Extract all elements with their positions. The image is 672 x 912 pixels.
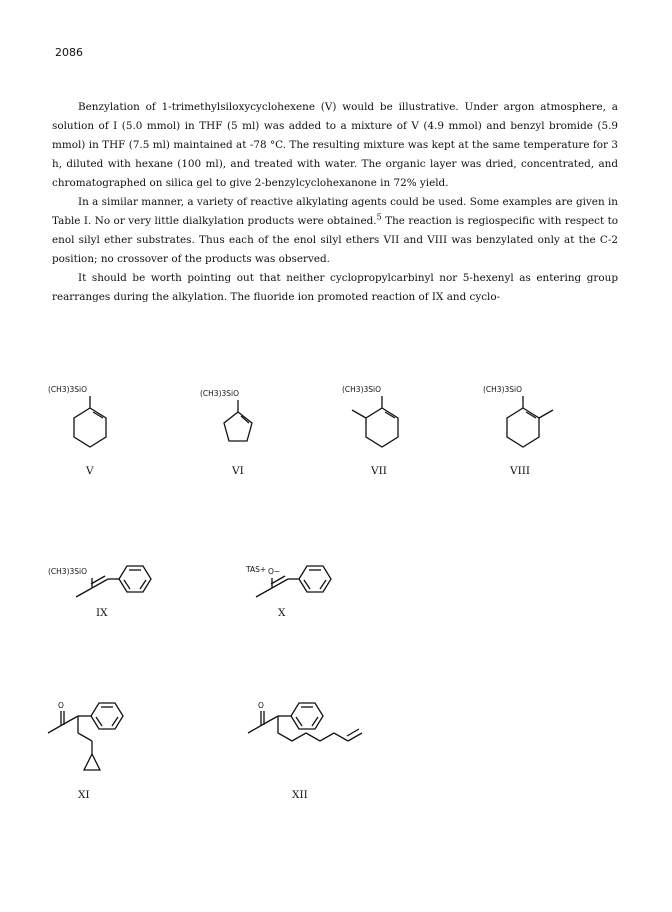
compound-XII-carbonyl: O [258, 701, 264, 710]
paragraph-benzylation: Benzylation of 1-trimethylsiloxycyclohexene (V) would be illustrative. Under argon atmosphere, a solution of I (5.0 mmol) in THF (5 ml) was added to a mixture of V (4.9 mmol) and benzyl bromide (5.9 mmol) in THF (7.5 ml) maintained at -78 °C. The resulting mixture was kept at the same temperature for 3 h, diluted with hexane (100 ml), and treated with water. The organic layer was dried, concentrated, and chromatographed on silica gel to give 2-benzylcyclohexanone in 72% yield. [52, 101, 618, 189]
compound-XII-methyl [248, 725, 262, 733]
paragraph-rearrangement: It should be worth pointing out that neither cyclopropylcarbinyl nor 5-hexenyl as entering group rearranges during the alkylation. The fluoride ion promoted reaction of IX and cyclo- [52, 272, 618, 303]
compound-VIII-group: (CH3)3SiO [483, 385, 523, 394]
compound-XI-chain-2 [78, 733, 92, 741]
compound-VIII-methyl [539, 410, 553, 418]
page-number: 2086 [55, 46, 83, 59]
compound-X-double-bond [271, 576, 285, 584]
compound-XII [248, 701, 362, 801]
compound-VI-group: (CH3)3SiO [200, 389, 240, 398]
compound-VII-ring [366, 408, 398, 447]
compound-X-label: X [278, 607, 286, 619]
compound-XII-alkene-double-bond [347, 729, 359, 736]
compound-X-cation: TAS+ [246, 565, 267, 574]
compound-XI-label: XI [78, 789, 90, 801]
compound-V-label: V [86, 465, 94, 477]
compound-V [48, 385, 106, 477]
compound-VI [200, 389, 252, 477]
compound-VII-methyl [352, 410, 366, 418]
compound-IX-group: (CH3)3SiO [48, 567, 88, 576]
compound-VI-label: VI [232, 465, 244, 477]
compound-XI [48, 701, 123, 801]
compound-XI-carbonyl: O [58, 701, 64, 710]
footnote-ref: 5 [376, 212, 382, 222]
compound-X-methyl [256, 588, 272, 597]
compound-XII-label: XII [292, 789, 308, 801]
compound-VII-label: VII [371, 465, 387, 477]
compound-V-group: (CH3)3SiO [48, 385, 88, 394]
compound-X [245, 565, 331, 619]
compound-VIII [483, 385, 553, 477]
paragraph-regiospecific: The reaction is regiospecific with respect to enol silyl ether substrates. Thus each of the enol silyl ethers VII and VIII was benzylated only at the C-2 position; no crossover of the products was observed. [52, 215, 619, 265]
compound-IX-methyl [76, 588, 92, 597]
compound-VIII-label: VIII [510, 465, 531, 477]
compound-XI-methyl [48, 725, 62, 733]
compound-IX [48, 566, 151, 619]
compound-IX-double-bond [91, 576, 105, 584]
compound-VI-ring [224, 412, 252, 441]
paragraph-alkylating-agents-intro: In a similar manner, a variety of reactive alkylating agents could be used. Some examples are given in Table I. No or very little dialkylation products were obtained. [52, 196, 618, 227]
compound-V-ring [74, 408, 106, 447]
compound-VIII-ring [507, 408, 539, 447]
compound-VII-group: (CH3)3SiO [342, 385, 382, 394]
compound-X-anion: O− [268, 567, 281, 576]
compound-IX-enol [92, 579, 108, 588]
compound-X-enol [272, 579, 288, 588]
compound-XI-cyclopropyl [84, 754, 100, 770]
compound-VII [342, 385, 398, 477]
compound-IX-label: IX [96, 607, 108, 619]
